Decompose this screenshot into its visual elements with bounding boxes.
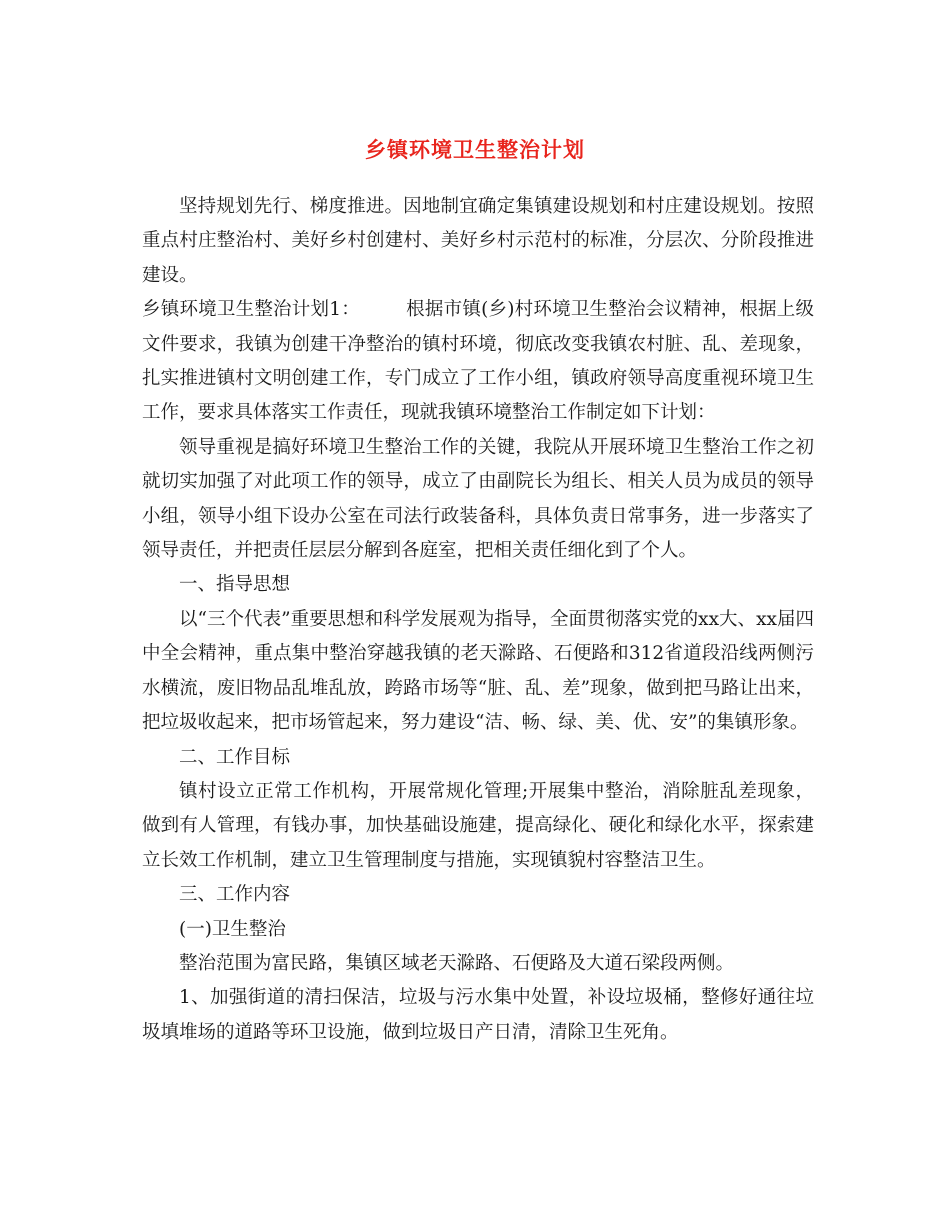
paragraph-scope: 整治范围为富民路，集镇区域老天滁路、石便路及大道石梁段两侧。 (179, 952, 735, 974)
heading-guiding-ideology: 一、指导思想 (179, 574, 291, 596)
plan-1-label: 乡镇环境卫生整治计划1： (142, 299, 360, 321)
paragraph-work-goals: 镇村设立正常工作机构，开展常规化管理;开展集中整治，消除脏乱差现象，做到有人管理，有钱办事，加快基础设施建，提高绿化、硬化和绿化水平，探索建立长效工作机制，建立卫生管理制度与措施，实现镇貌村容整洁卫生。 (142, 780, 814, 871)
document-body (142, 190, 814, 1050)
paragraph-leadership: 领导重视是搞好环境卫生整治工作的关键，我院从开展环境卫生整治工作之初就切实加强了对此项工作的领导，成立了由副院长为组长、相关人员为成员的领导小组，领导小组下设办公室在司法行政装备科，具体负责日常事务，进一步落实了领导责任，并把责任层层分解到各庭室，把相关责任细化到了个人。 (142, 436, 814, 562)
plan-1-text: 根据市镇(乡)村环境卫生整治会议精神，根据上级文件要求，我镇为创建干净整治的镇村环境，彻底改变我镇农村脏、乱、差现象，扎实推进镇村文明创建工作，专门成立了工作小组，镇政府领导高度重视环境卫生工作，要求具体落实工作责任，现就我镇环境整治工作制定如下计划： (142, 299, 815, 424)
document-title: 乡镇环境卫生整治计划 (365, 137, 585, 163)
paragraph-plan-1 (142, 293, 814, 431)
paragraph-guiding-ideology: 以“三个代表”重要思想和科学发展观为指导，全面贯彻落实党的xx大、xx届四中全会精神，重点集中整治穿越我镇的老天滁路、石便路和312省道段沿线两侧污水横流，废旧物品乱堆乱放，跨路市场等“脏、乱、差”现象，做到把马路让出来，把垃圾收起来，把市场管起来，努力建设“洁、畅、绿、美、优、安”的集镇形象。 (142, 608, 814, 734)
paragraph-planning: 坚持规划先行、梯度推进。因地制宜确定集镇建设规划和村庄建设规划。按照重点村庄整治村、美好乡村创建村、美好乡村示范村的标准，分层次、分阶段推进建设。 (142, 196, 814, 286)
heading-work-content: 三、工作内容 (179, 884, 291, 906)
heading-work-goals: 二、工作目标 (179, 746, 291, 768)
heading-sanitation: (一)卫生整治 (179, 918, 286, 940)
paragraph-item-1: 1、加强街道的清扫保洁，垃圾与污水集中处置，补设垃圾桶，整修好通往垃圾填堆场的道路等环卫设施，做到垃圾日产日清，清除卫生死角。 (142, 987, 814, 1043)
